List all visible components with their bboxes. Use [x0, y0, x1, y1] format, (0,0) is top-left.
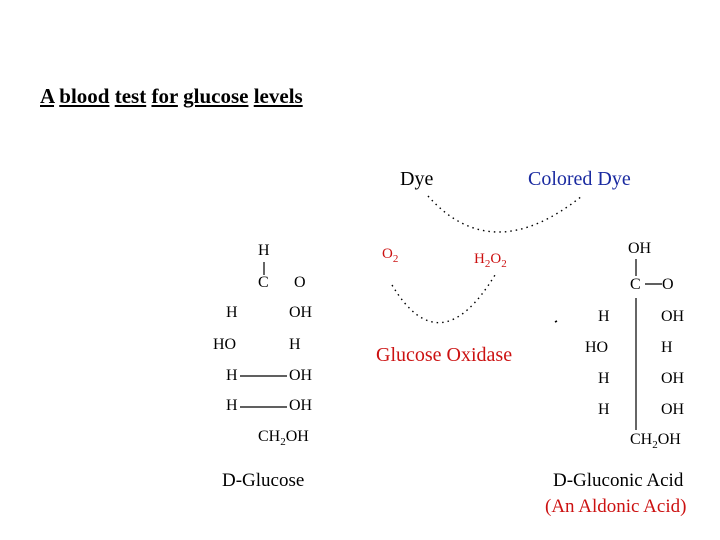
colored-dye-label: Colored Dye: [528, 168, 631, 190]
glucose-row3-left: H: [226, 367, 238, 384]
glucose-top-h: H: [258, 242, 270, 259]
gluconic-row1-left: H: [598, 308, 610, 325]
title-word: for: [151, 84, 178, 108]
gluconic-oh: OH: [657, 431, 681, 448]
peroxide-label: [474, 251, 507, 270]
title-word: A: [40, 84, 55, 108]
gluconic-row3-left: H: [598, 370, 610, 387]
gluconic-name: D-Gluconic Acid: [553, 470, 684, 491]
gluconic-row1-right: OH: [661, 308, 685, 325]
glucose-row4-right: OH: [289, 397, 313, 414]
gluconic-top-oh: OH: [628, 240, 652, 257]
glucose-row1-left: H: [226, 304, 238, 321]
gluconic-carbonyl-o: O: [662, 276, 674, 293]
glucose-row2-right: H: [289, 336, 301, 353]
glucose-row2-left: HO: [213, 336, 237, 353]
gluconic-ch2oh: [630, 431, 681, 451]
glucose-row1-right: OH: [289, 304, 313, 321]
title-word: test: [114, 84, 147, 108]
h2o2-sub2: 2: [501, 258, 507, 270]
enzyme-label: Glucose Oxidase: [376, 344, 513, 366]
glucose-carbonyl-o: O: [294, 274, 306, 291]
gluconic-row4-right: OH: [661, 401, 685, 418]
gluconic-ch: CH: [630, 431, 653, 448]
oxygen-label: [382, 246, 398, 265]
gluconic-row3-right: OH: [661, 370, 685, 387]
title-word: blood: [59, 84, 110, 108]
gluconic-row2-left: HO: [585, 339, 609, 356]
title-word: glucose: [183, 84, 249, 108]
h2o2-h: H: [474, 251, 485, 267]
glucose-carbonyl-c: C: [258, 274, 269, 291]
dye-reaction-arc: [428, 196, 582, 232]
dye-label: Dye: [400, 168, 434, 190]
gluconic-carbonyl-c: C: [630, 276, 641, 293]
gluconic-row4-left: H: [598, 401, 610, 418]
glucose-ch2-sub: 2: [280, 436, 286, 449]
title-word: levels: [253, 84, 303, 108]
h2o2-o: O: [490, 251, 502, 267]
conversion-arrow: [555, 321, 557, 322]
o2-subscript: 2: [392, 253, 399, 265]
glucose-row3-right: OH: [289, 367, 313, 384]
glucose-row4-left: H: [226, 397, 238, 414]
h2o2-sub1: 2: [484, 258, 491, 270]
glucose-name: D-Glucose: [222, 470, 305, 491]
gluconic-ch2-sub: 2: [652, 439, 658, 452]
glucose-ch: CH: [258, 428, 281, 445]
o2-symbol: O: [382, 246, 393, 262]
glucose-oh: OH: [285, 428, 309, 445]
oxygen-reaction-arc: [392, 275, 495, 323]
gluconic-subname: (An Aldonic Acid): [545, 496, 687, 517]
gluconic-row2-right: H: [661, 339, 673, 356]
glucose-ch2oh: [258, 428, 309, 448]
